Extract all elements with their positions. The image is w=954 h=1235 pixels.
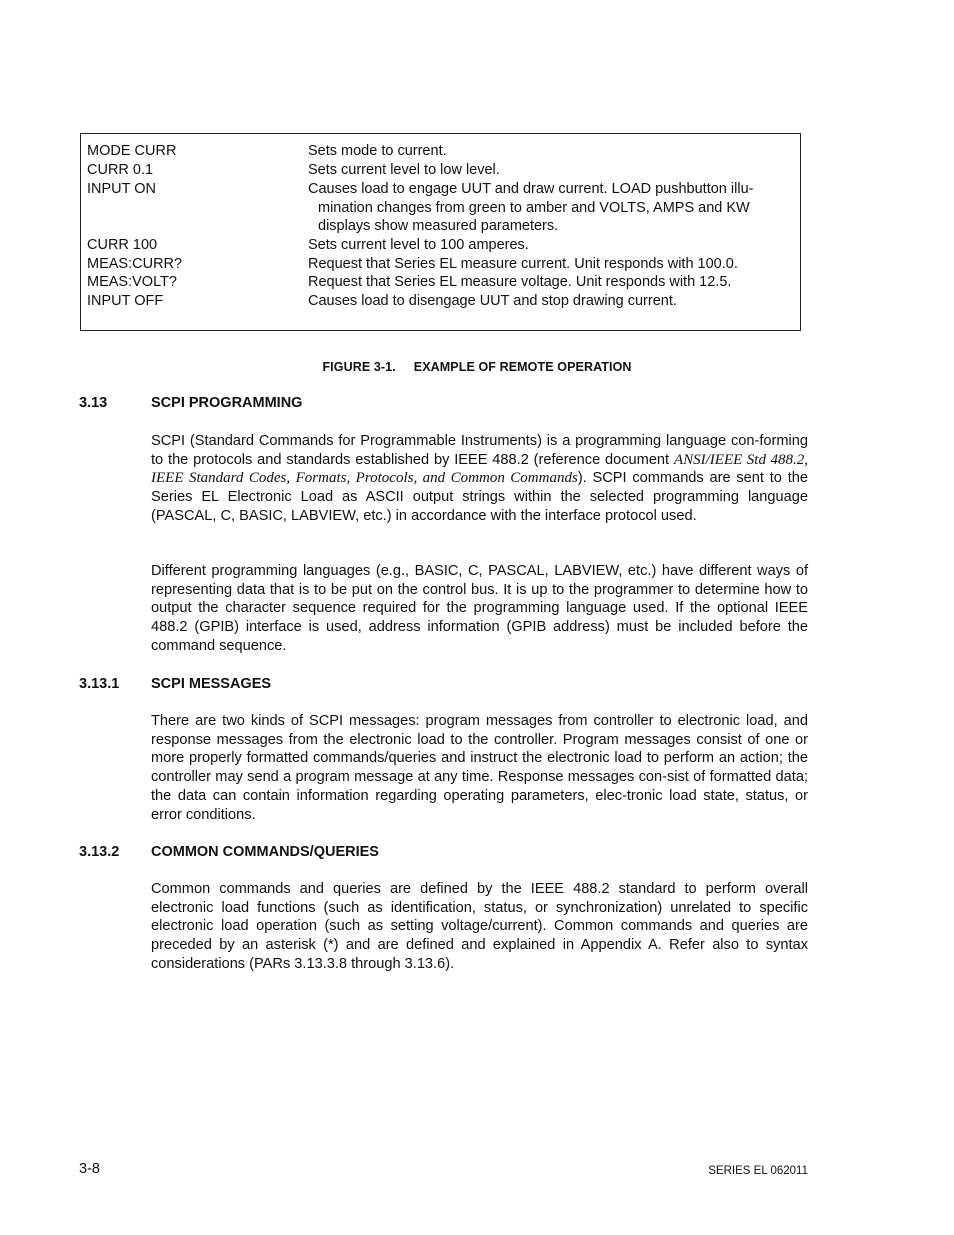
example-description: Request that Series EL measure current. Unit responds with 100.0.: [308, 256, 738, 272]
paragraph: [151, 432, 808, 526]
section-number: 3.13.2: [79, 844, 120, 860]
paragraph: Common commands and queries are defined by the IEEE 488.2 standard to perform overall electronic load functions (such as identification, status, or synchronization) unrelated to specific electronic load operation (such as setting voltage/current). Common commands and queries are preceded by an asterisk (*) and are defined and explained in Appendix A. Refer also to syntax considerations (PARs 3.13.3.8 through 3.13.6).: [151, 881, 808, 972]
figure-label: FIGURE 3-1.: [322, 360, 396, 374]
figure-title: EXAMPLE OF REMOTE OPERATION: [413, 360, 632, 374]
example-description: Sets current level to low level.: [308, 162, 500, 178]
page-number: 3-8: [79, 1161, 100, 1177]
example-description: Request that Series EL measure voltage. Unit responds with 12.5.: [308, 274, 732, 290]
example-description: Causes load to engage UUT and draw current. LOAD pushbutton illu-: [308, 181, 754, 197]
document-id: SERIES EL 062011: [708, 1165, 808, 1177]
example-command: MODE CURR: [87, 143, 177, 159]
example-description: Sets mode to current.: [308, 143, 447, 159]
example-description-continuation: displays show measured parameters.: [318, 218, 559, 234]
section-title: COMMON COMMANDS/QUERIES: [151, 844, 379, 860]
example-command: CURR 0.1: [87, 162, 154, 178]
paragraph-text: SCPI (Standard Commands for Programmable Instruments) is a programming language con-forming to the protocols and standards established by IEEE 488.2 (reference document: [151, 433, 808, 468]
paragraph-text: ). SCPI commands are sent to the Series EL Electronic Load as ASCII output strings within the selected programming language (PASCAL, C, BASIC, LABVIEW, etc.) in accordance with the interface protocol used.: [151, 470, 808, 524]
remote-operation-example-box: [80, 133, 801, 331]
section-number: 3.13.1: [79, 676, 120, 692]
example-description: Sets current level to 100 amperes.: [308, 237, 529, 253]
example-description-continuation: mination changes from green to amber and VOLTS, AMPS and KW: [318, 200, 750, 216]
figure-caption: [0, 360, 954, 374]
example-command: INPUT OFF: [87, 293, 164, 309]
section-title: SCPI MESSAGES: [151, 676, 272, 692]
section-title: SCPI PROGRAMMING: [151, 395, 303, 411]
section-number: 3.13: [79, 395, 108, 411]
paragraph: There are two kinds of SCPI messages: program messages from controller to electronic load, and response messages from the electronic load to the controller. Program messages consist of one or more properly formatted commands/queries and instruct the electronic load to perform an action; the controller may send a program message at any time. Response messages con-sist of formatted data; the data can contain information regarding operating parameters, elec-tronic load state, status, or error conditions.: [151, 713, 808, 823]
example-command: MEAS:VOLT?: [87, 274, 177, 290]
paragraph: Different programming languages (e.g., BASIC, C, PASCAL, LABVIEW, etc.) have different ways of representing data that is to be put on the control bus. It is up to the programmer to determine how to output the character sequence required for the programming language used. If the optional IEEE 488.2 (GPIB) interface is used, address information (GPIB address) must be included before the command sequence.: [151, 563, 808, 654]
reference-document-title: ANSI/IEEE Std 488.2, IEEE Standard Codes, Formats, Protocols, and Common Commands: [151, 451, 808, 487]
example-command: INPUT ON: [87, 181, 157, 197]
example-command: CURR 100: [87, 237, 158, 253]
example-command: MEAS:CURR?: [87, 256, 183, 272]
example-description: Causes load to disengage UUT and stop drawing current.: [308, 293, 677, 309]
